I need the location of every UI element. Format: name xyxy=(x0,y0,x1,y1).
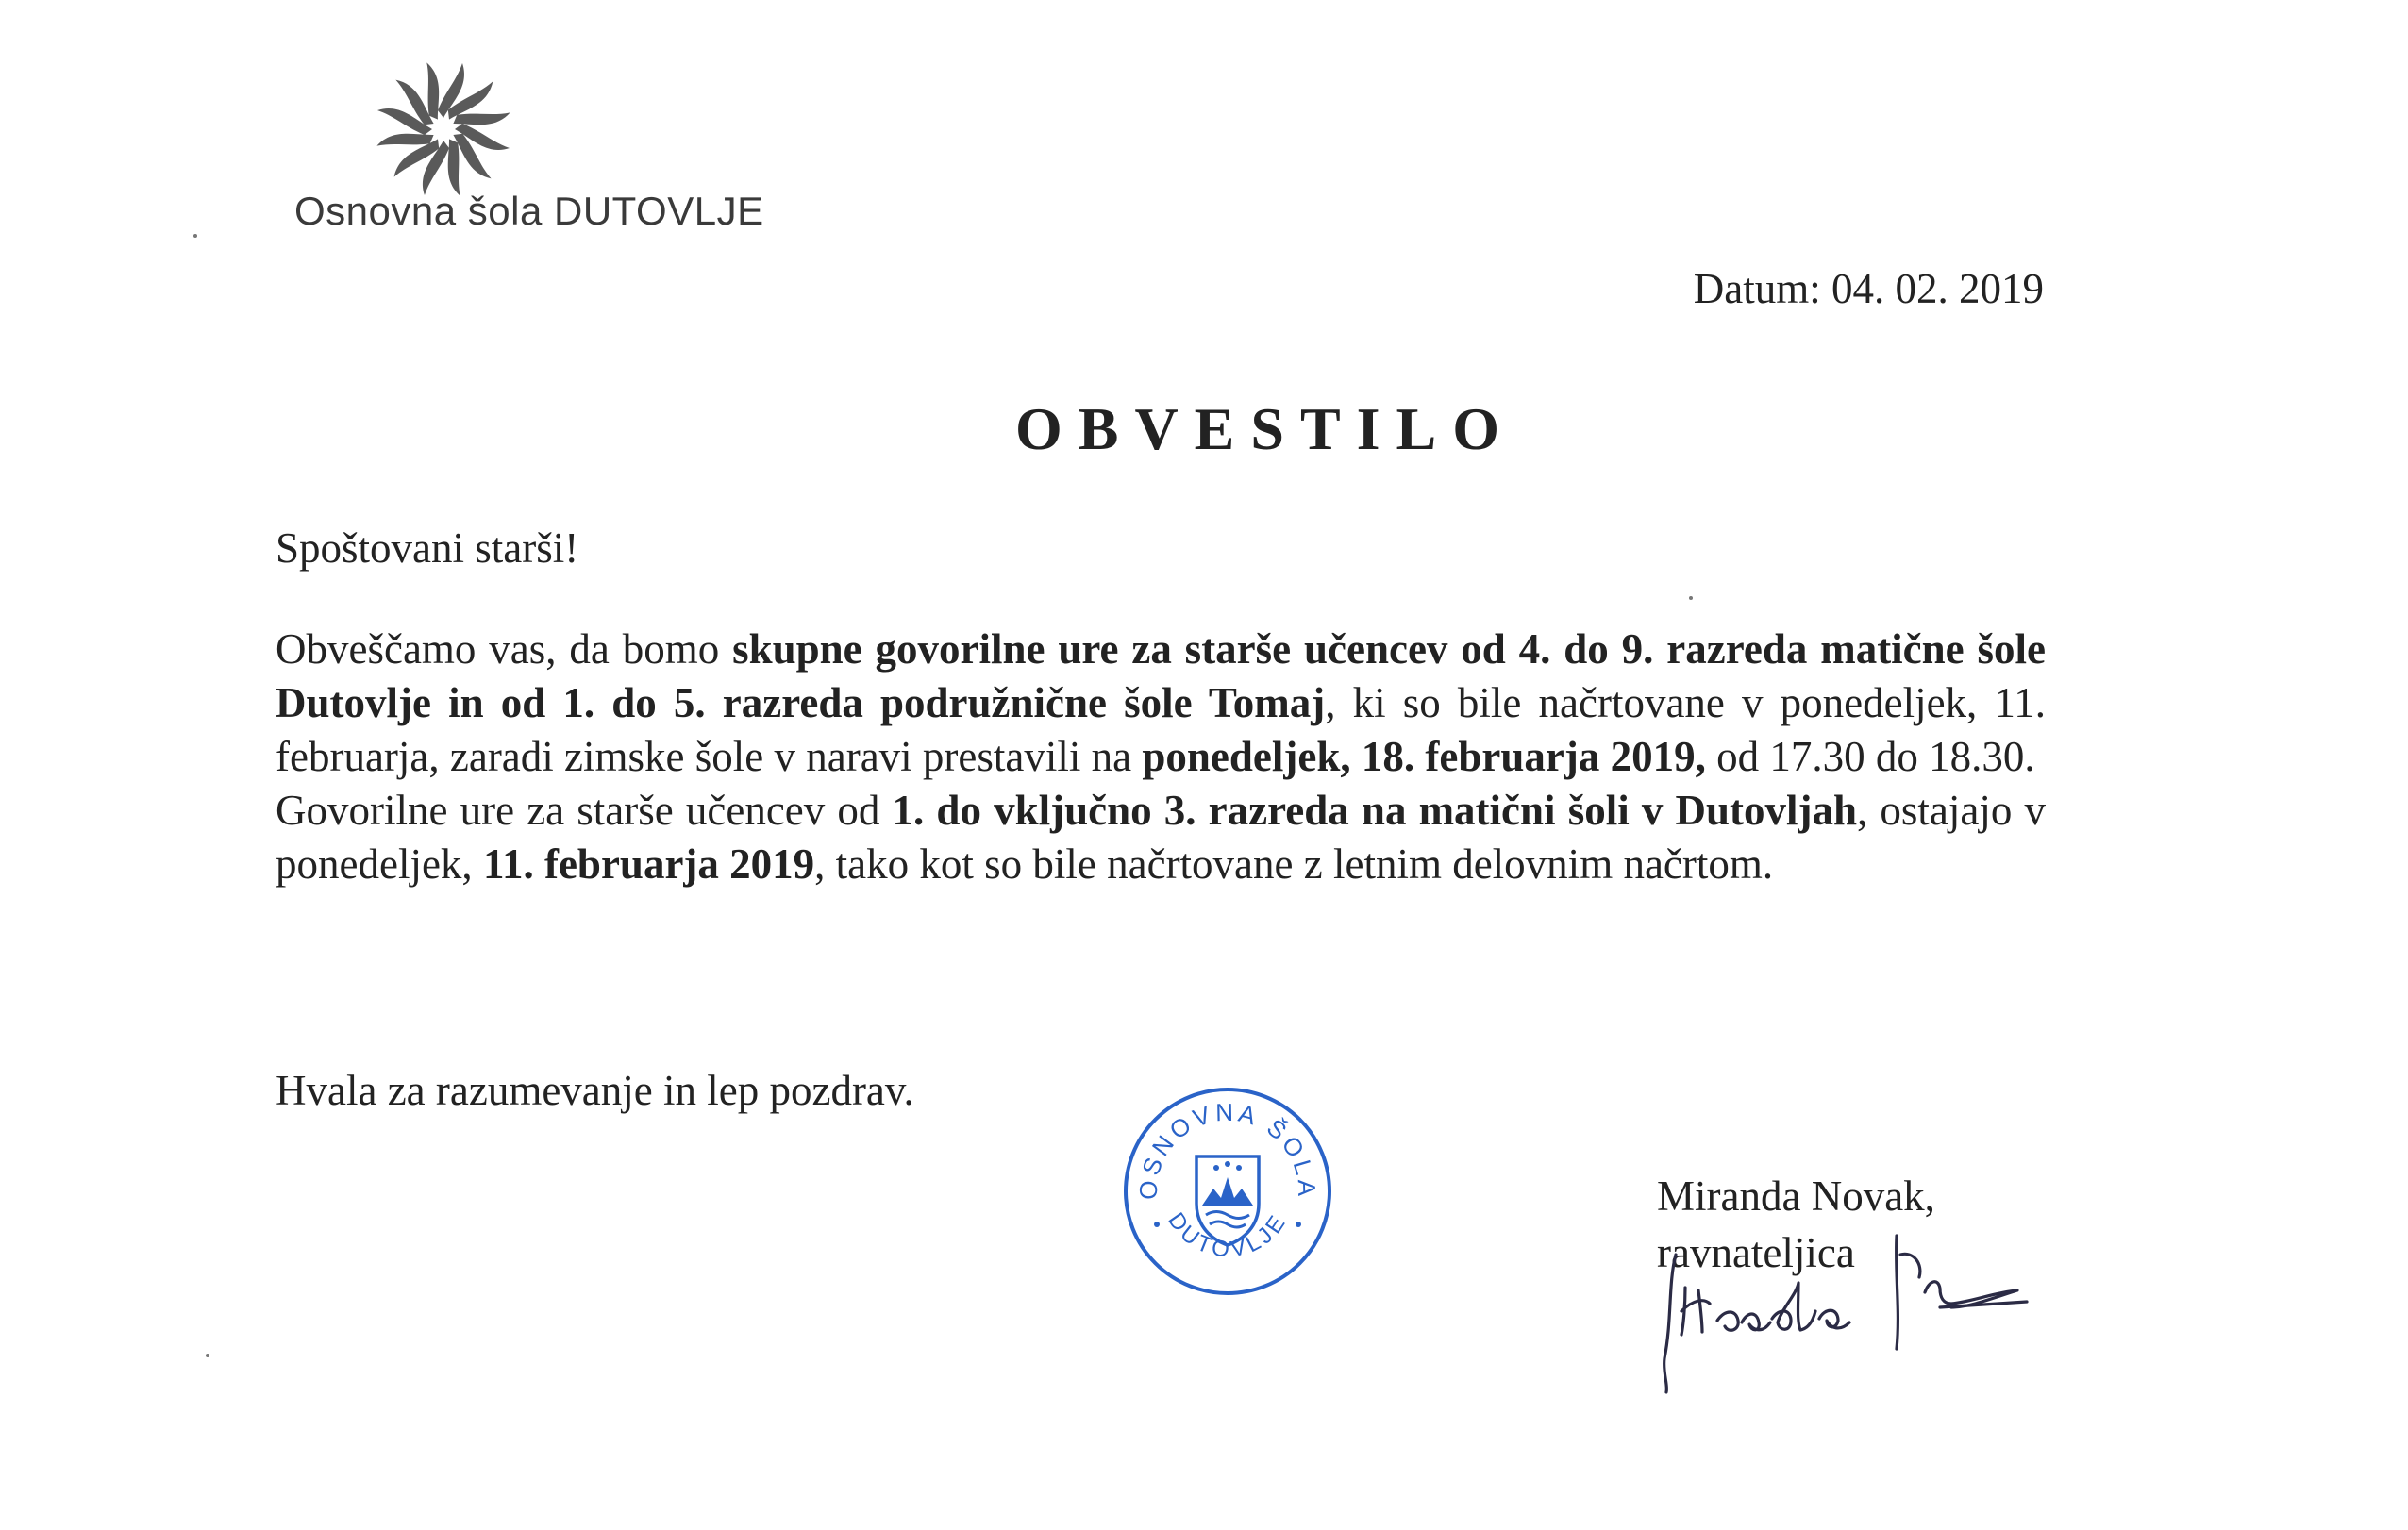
notice-body xyxy=(276,623,2046,891)
scan-speck xyxy=(193,234,197,238)
stamp-top-text: OSNOVNA ŠOLA xyxy=(1133,1097,1322,1201)
handwritten-signature xyxy=(1640,1217,2093,1396)
closing-line: Hvala za razumevanje in lep pozdrav. xyxy=(276,1067,914,1114)
document-date: Datum: 04. 02. 2019 xyxy=(1693,265,2044,312)
school-stamp xyxy=(1119,1083,1336,1300)
signer-name: Miranda Novak, xyxy=(1657,1172,1935,1220)
notice-paragraph-2: Govorilne ure za starše učencev od 1. do vključno 3. razreda na matični šoli v Dutovljah, ostajajo v ponedeljek, 11. februarja 2019, tako kot so bile načrtovane z letnim delovnim načrtom. xyxy=(276,787,2047,888)
document-title: OBVESTILO xyxy=(1014,395,1516,462)
school-logo-icon xyxy=(373,58,514,200)
school-name: Osnovna šola DUTOVLJE xyxy=(294,189,764,233)
coat-of-arms-icon xyxy=(1196,1156,1259,1245)
greeting: Spoštovani starši! xyxy=(276,524,579,572)
signer-role: ravnateljica xyxy=(1657,1229,1855,1276)
scan-speck xyxy=(206,1354,209,1357)
scan-speck xyxy=(1689,596,1693,600)
notice-paragraph-1: Obveščamo vas, da bomo skupne govorilne ure za starše učencev od 4. do 9. razreda matične šole Dutovlje in od 1. do 5. razreda podružnične šole Tomaj, ki so bile načrtovane v ponedeljek, 11. februarja, zaradi zimske šole v naravi prestavili na ponedeljek, 18. februarja 2019, od 17.30 do 18.30. xyxy=(276,625,2047,780)
stamp-bottom-text: DUTOVLJE xyxy=(1162,1207,1293,1263)
